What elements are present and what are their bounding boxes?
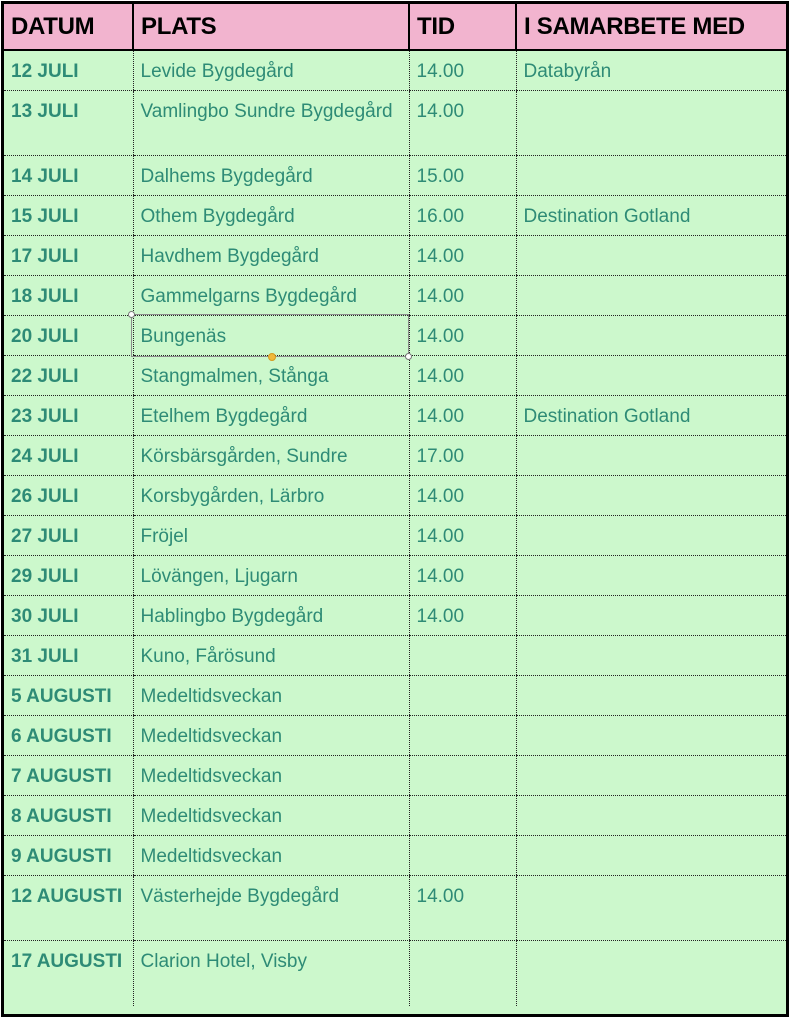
header-place[interactable]: PLATS [133,4,409,50]
table-row [4,91,786,156]
cell-time[interactable]: 14.00 [409,91,516,156]
table-row [4,356,786,396]
cell-partner[interactable] [516,756,786,796]
cell-place[interactable]: Lövängen, Ljugarn [133,556,409,596]
table-row [4,941,786,1006]
table-row [4,196,786,236]
cell-date[interactable]: 23 JULI [4,396,133,436]
header-date[interactable]: DATUM [4,4,133,50]
header-row [4,4,786,50]
cell-time[interactable]: 14.00 [409,556,516,596]
table-row [4,316,786,356]
cell-time[interactable] [409,796,516,836]
cell-time[interactable] [409,716,516,756]
cell-partner[interactable] [516,356,786,396]
cell-time[interactable]: 14.00 [409,396,516,436]
table-row [4,156,786,196]
cell-partner[interactable]: Databyrån [516,50,786,91]
cell-date[interactable]: 12 AUGUSTI [4,876,133,941]
cell-partner[interactable] [516,156,786,196]
cell-date[interactable]: 29 JULI [4,556,133,596]
cell-place[interactable]: Medeltidsveckan [133,836,409,876]
cell-date[interactable]: 22 JULI [4,356,133,396]
cell-date[interactable]: 30 JULI [4,596,133,636]
cell-date[interactable]: 18 JULI [4,276,133,316]
cell-partner[interactable] [516,556,786,596]
table-row [4,50,786,91]
cell-partner[interactable] [516,596,786,636]
cell-time[interactable] [409,756,516,796]
cell-place[interactable]: Levide Bygdegård [133,50,409,91]
cell-date[interactable]: 17 AUGUSTI [11,951,123,972]
cell-partner[interactable] [516,91,786,156]
cell-partner[interactable] [516,676,786,716]
table-row [4,716,786,756]
cell-date[interactable]: 5 AUGUSTI [4,676,133,716]
cell-date[interactable]: 12 JULI [4,50,133,91]
cell-time[interactable]: 17.00 [409,436,516,476]
cell-place[interactable]: Medeltidsveckan [133,796,409,836]
cell-time[interactable]: 15.00 [409,156,516,196]
cell-partner[interactable] [516,316,786,356]
cell-place[interactable]: Dalhems Bygdegård [133,156,409,196]
cell-date[interactable]: 27 JULI [4,516,133,556]
cell-partner[interactable] [516,236,786,276]
cell-date[interactable]: 6 AUGUSTI [4,716,133,756]
cell-partner[interactable] [516,636,786,676]
cell-date[interactable]: 31 JULI [4,636,133,676]
cell-time[interactable] [409,636,516,676]
cell-time[interactable]: 14.00 [409,50,516,91]
table-row [4,476,786,516]
cell-date[interactable]: 17 JULI [4,236,133,276]
table-row [4,836,786,876]
cell-date[interactable]: 7 AUGUSTI [4,756,133,796]
cell-time[interactable]: 14.00 [409,356,516,396]
schedule-table-container [1,1,789,1017]
header-partner[interactable]: I SAMARBETE MED [516,4,786,50]
cell-date[interactable]: 20 JULI [4,316,133,356]
cell-place[interactable]: Havdhem Bygdegård [133,236,409,276]
cell-date[interactable]: 9 AUGUSTI [4,836,133,876]
cell-time[interactable]: 14.00 [409,276,516,316]
cell-place[interactable]: Hablingbo Bygdegård [133,596,409,636]
cell-place[interactable]: Medeltidsveckan [133,676,409,716]
table-row [4,236,786,276]
cell-place[interactable]: Othem Bygdegård [133,196,409,236]
cell-partner[interactable]: Destination Gotland [516,196,786,236]
cell-time[interactable] [409,676,516,716]
cell-date[interactable]: 8 AUGUSTI [4,796,133,836]
cell-time[interactable]: 14.00 [409,596,516,636]
table-row [4,876,786,941]
table-body [4,50,786,1006]
header-time[interactable]: TID [409,4,516,50]
cell-date[interactable]: 24 JULI [4,436,133,476]
cell-partner[interactable] [516,941,786,1006]
cell-time[interactable]: 14.00 [409,316,516,356]
cell-partner[interactable] [516,836,786,876]
cell-partner[interactable] [516,876,786,941]
table-row [4,796,786,836]
cell-date[interactable]: 26 JULI [4,476,133,516]
cell-time[interactable]: 14.00 [409,516,516,556]
table-row [4,596,786,636]
cell-time[interactable] [409,941,516,1006]
cell-time[interactable]: 14.00 [409,236,516,276]
cell-partner[interactable] [516,716,786,756]
cell-partner[interactable] [516,516,786,556]
cell-place[interactable]: Kuno, Fårösund [133,636,409,676]
cell-partner[interactable] [516,276,786,316]
cell-time[interactable]: 14.00 [409,876,516,941]
cell-place[interactable]: Stangmalmen, Stånga [133,356,409,396]
cell-time[interactable]: 14.00 [409,476,516,516]
cell-partner[interactable] [516,476,786,516]
table-row [4,636,786,676]
table-row [4,436,786,476]
cell-place[interactable]: Etelhem Bygdegård [133,396,409,436]
table-row [4,516,786,556]
cell-place[interactable]: Fröjel [133,516,409,556]
cell-place[interactable]: Bungenäs [133,316,409,356]
cell-date[interactable]: 14 JULI [4,156,133,196]
cell-place[interactable]: Vamlingbo Sundre Bygdegård [133,91,409,156]
cell-time[interactable]: 16.00 [409,196,516,236]
cell-partner[interactable] [516,796,786,836]
cell-place[interactable]: Körsbärsgården, Sundre [133,436,409,476]
table-row [4,396,786,436]
cell-place[interactable]: Västerhejde Bygdegård [133,876,409,941]
cell-place[interactable]: Medeltidsveckan [133,716,409,756]
table-row [4,276,786,316]
cell-partner[interactable] [516,436,786,476]
table-row [4,756,786,796]
table-row [4,556,786,596]
table-row [4,676,786,716]
schedule-table [4,4,786,1006]
cell-date[interactable]: 15 JULI [4,196,133,236]
cell-place[interactable]: Gammelgarns Bygdegård [133,276,409,316]
cell-time[interactable] [409,836,516,876]
cell-place[interactable]: Clarion Hotel, Visby [133,941,409,1006]
cell-place[interactable]: Korsbygården, Lärbro [133,476,409,516]
cell-partner[interactable]: Destination Gotland [516,396,786,436]
cell-date[interactable]: 13 JULI [4,91,133,156]
cell-place[interactable]: Medeltidsveckan [133,756,409,796]
